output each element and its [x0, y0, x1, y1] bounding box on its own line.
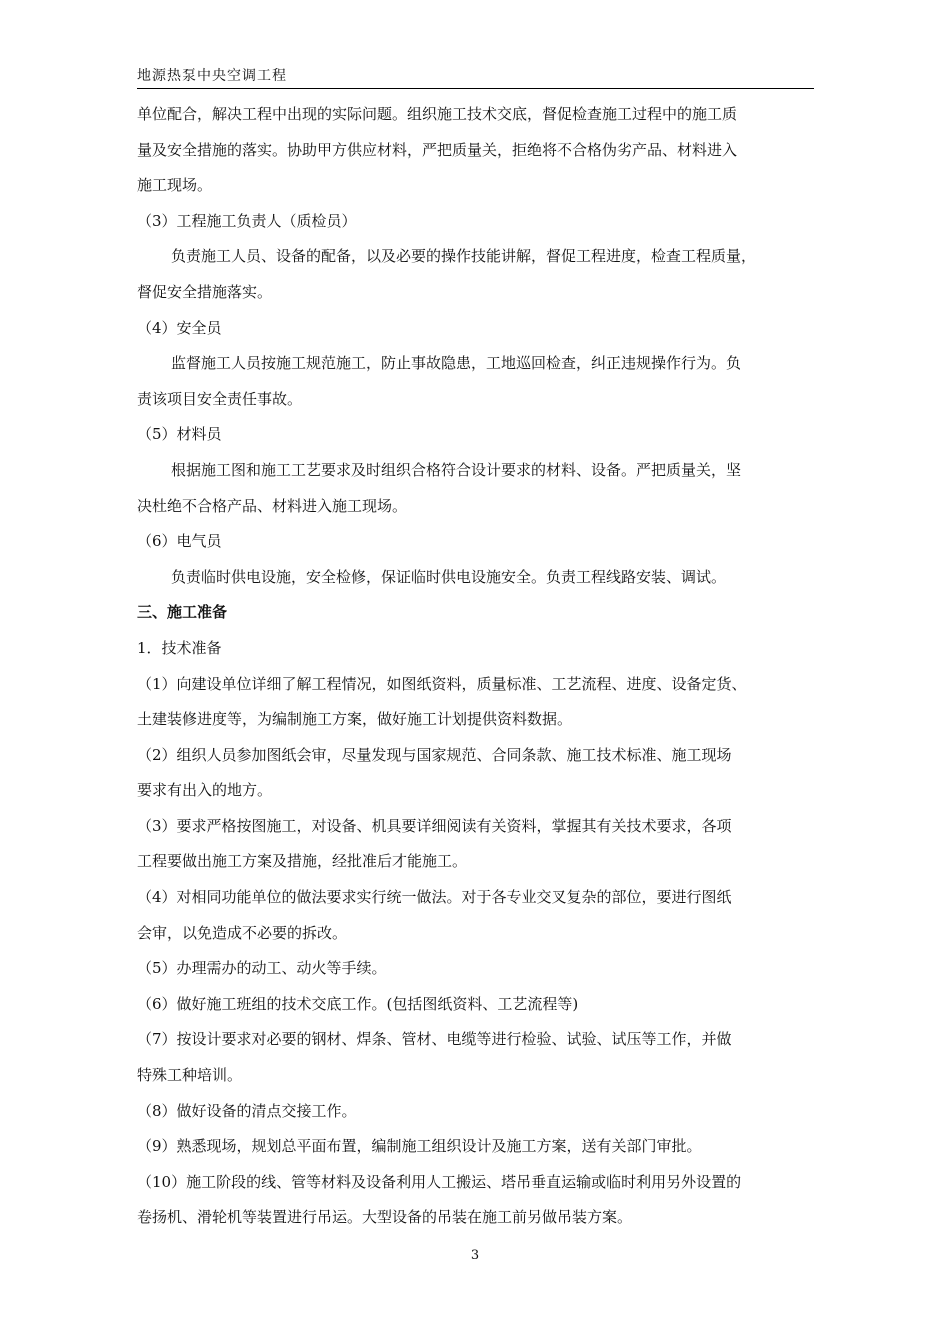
list-item-continuation: 土建装修进度等，为编制施工方案，做好施工计划提供资料数据。 — [137, 710, 573, 729]
body-line: 监督施工人员按施工规范施工，防止事故隐患，工地巡回检查，纠正违规操作行为。负 — [171, 354, 742, 373]
list-item: （5）办理需办的动工、动火等手续。 — [137, 959, 387, 978]
subsection-heading: （4）安全员 — [137, 318, 222, 337]
document-body — [137, 97, 814, 1236]
body-line: 施工现场。 — [137, 176, 213, 195]
subsection-heading: （3）工程施工负责人（质检员） — [137, 211, 357, 230]
body-line: 单位配合，解决工程中出现的实际问题。组织施工技术交底，督促检查施工过程中的施工质 — [137, 105, 738, 123]
list-item-continuation: 卷扬机、滑轮机等装置进行吊运。大型设备的吊装在施工前另做吊装方案。 — [137, 1208, 633, 1227]
list-item: （4）对相同功能单位的做法要求实行统一做法。对于各专业交叉复杂的部位，要进行图纸 — [137, 888, 732, 907]
list-item-continuation: 工程要做出施工方案及措施，经批准后才能施工。 — [137, 852, 468, 871]
body-line: 负责临时供电设施，安全检修，保证临时供电设施安全。负责工程线路安装、调试。 — [171, 567, 727, 586]
list-item: （6）做好施工班组的技术交底工作。(包括图纸资料、工艺流程等) — [137, 994, 579, 1013]
body-line: 根据施工图和施工工艺要求及时组织合格符合设计要求的材料、设备。严把质量关，坚 — [171, 460, 742, 479]
list-item: （9）熟悉现场，规划总平面布置，编制施工组织设计及施工方案，送有关部门审批。 — [137, 1137, 702, 1156]
page-header — [137, 64, 814, 89]
subsection-heading: 1．技术准备 — [137, 638, 222, 657]
body-line: 督促安全措施落实。 — [137, 282, 273, 301]
body-line: 责该项目安全责任事故。 — [137, 389, 303, 408]
body-line: 量及安全措施的落实。协助甲方供应材料，严把质量关，拒绝将不合格伪劣产品、材料进入 — [137, 140, 738, 159]
page-number: 3 — [470, 1248, 480, 1263]
list-item: （2）组织人员参加图纸会审，尽量发现与国家规范、合同条款、施工技术标准、施工现场 — [137, 745, 732, 764]
header-title: 地源热泵中央空调工程 — [137, 68, 287, 84]
list-item: （1）向建设单位详细了解工程情况，如图纸资料，质量标准、工艺流程、进度、设备定货、 — [137, 674, 747, 693]
list-item: （7）按设计要求对必要的钢材、焊条、管材、电缆等进行检验、试验、试压等工作，并做 — [137, 1030, 732, 1049]
body-line: 负责施工人员、设备的配备，以及必要的操作技能讲解，督促工程进度，检查工程质量， — [171, 247, 757, 266]
list-item-continuation: 要求有出入的地方。 — [137, 781, 273, 800]
list-item: （8）做好设备的清点交接工作。 — [137, 1101, 357, 1120]
list-item-continuation: 会审，以免造成不必要的拆改。 — [137, 923, 348, 942]
subsection-heading: （5）材料员 — [137, 425, 222, 444]
subsection-heading: （6）电气员 — [137, 532, 222, 551]
list-item-continuation: 特殊工种培训。 — [137, 1066, 243, 1085]
list-item: （10）施工阶段的线、管等材料及设备利用人工搬运、塔吊垂直运输或临时利用另外设置的 — [137, 1172, 742, 1191]
list-item: （3）要求严格按图施工，对设备、机具要详细阅读有关资料，掌握其有关技术要求，各项 — [137, 816, 732, 835]
section-heading: 三、施工准备 — [137, 603, 228, 622]
body-line: 决杜绝不合格产品、材料进入施工现场。 — [137, 496, 408, 515]
